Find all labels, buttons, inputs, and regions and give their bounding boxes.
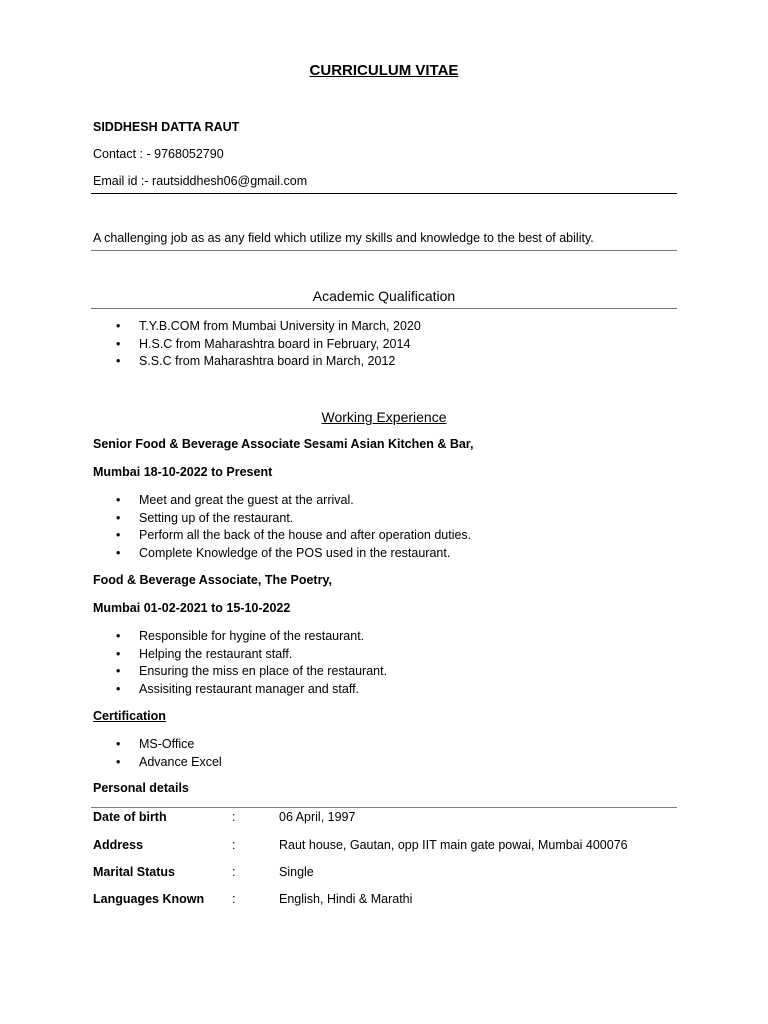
academic-list (93, 318, 421, 371)
job-duties-list (93, 628, 387, 698)
certification-item: MS-Office (139, 737, 195, 751)
personal-label: Marital Status (93, 865, 175, 879)
separator: : (232, 810, 236, 824)
duty-item: Helping the restaurant staff. (139, 646, 293, 661)
list-item (93, 492, 471, 510)
academic-item: H.S.C from Maharashtra board in February, 2014 (139, 336, 411, 351)
experience-heading: Working Experience (321, 409, 447, 425)
job-title: Food & Beverage Associate, The Poetry, (93, 573, 332, 587)
duty-item: Perform all the back of the house and after operation duties. (139, 528, 472, 543)
personal-row (93, 838, 693, 856)
job-title: Senior Food & Beverage Associate Sesami Asian Kitchen & Bar, (93, 437, 474, 451)
separator: : (232, 838, 236, 852)
job-period: Mumbai 01-02-2021 to 15-10-2022 (93, 601, 291, 615)
duty-item: Ensuring the miss en place of the restaurant. (139, 664, 388, 679)
list-item (93, 510, 471, 528)
list-item (93, 318, 421, 336)
bullet-icon: • (116, 528, 121, 543)
bullet-icon: • (116, 354, 121, 369)
bullet-icon: • (116, 319, 121, 333)
duty-item: Meet and great the guest at the arrival. (139, 493, 354, 507)
list-item (93, 754, 222, 772)
list-item (93, 545, 471, 563)
list-item (93, 681, 387, 699)
bullet-icon: • (116, 737, 121, 751)
bullet-icon: • (116, 510, 121, 525)
personal-label: Address (93, 838, 144, 852)
separator: : (232, 892, 236, 906)
list-item (93, 353, 421, 371)
certification-heading: Certification (93, 709, 166, 723)
list-item (93, 663, 387, 681)
divider (91, 193, 677, 194)
academic-item: S.S.C from Maharashtra board in March, 2012 (139, 354, 396, 369)
job-period: Mumbai 18-10-2022 to Present (93, 465, 273, 479)
divider (91, 308, 677, 309)
personal-row (93, 865, 693, 883)
bullet-icon: • (116, 545, 121, 560)
objective-text: A challenging job as as any field which utilize my skills and knowledge to the best of ability. (93, 231, 594, 245)
list-item (93, 527, 471, 545)
divider (91, 250, 677, 251)
bullet-icon: • (116, 629, 121, 643)
email-line: Email id :- rautsiddhesh06@gmail.com (93, 174, 308, 188)
personal-value: Single (279, 865, 314, 879)
document-title: CURRICULUM VITAE (309, 62, 459, 79)
duty-item: Setting up of the restaurant. (139, 510, 294, 525)
academic-heading: Academic Qualification (312, 288, 456, 304)
contact-line: Contact : - 9768052790 (93, 147, 224, 161)
academic-item: T.Y.B.COM from Mumbai University in March, 2020 (139, 319, 421, 333)
personal-label: Languages Known (93, 892, 205, 906)
bullet-icon: • (116, 681, 121, 696)
separator: : (232, 865, 236, 879)
job-duties-list (93, 492, 471, 562)
personal-row (93, 810, 693, 828)
list-item (93, 646, 387, 664)
personal-value: 06 April, 1997 (279, 810, 356, 824)
list-item (93, 336, 421, 354)
personal-row (93, 892, 693, 910)
candidate-name: SIDDHESH DATTA RAUT (93, 120, 240, 134)
divider (91, 807, 677, 808)
bullet-icon: • (116, 754, 121, 769)
certification-item: Advance Excel (139, 754, 222, 769)
duty-item: Responsible for hygine of the restaurant. (139, 629, 365, 643)
personal-value: English, Hindi & Marathi (279, 892, 413, 906)
bullet-icon: • (116, 646, 121, 661)
personal-heading: Personal details (93, 781, 189, 795)
bullet-icon: • (116, 664, 121, 679)
list-item (93, 628, 387, 646)
bullet-icon: • (116, 493, 121, 507)
bullet-icon: • (116, 336, 121, 351)
duty-item: Complete Knowledge of the POS used in the restaurant. (139, 545, 451, 560)
duty-item: Assisiting restaurant manager and staff. (139, 681, 360, 696)
personal-value: Raut house, Gautan, opp IIT main gate powai, Mumbai 400076 (279, 838, 628, 852)
certification-list (93, 736, 222, 771)
list-item (93, 736, 222, 754)
personal-label: Date of birth (93, 810, 167, 824)
